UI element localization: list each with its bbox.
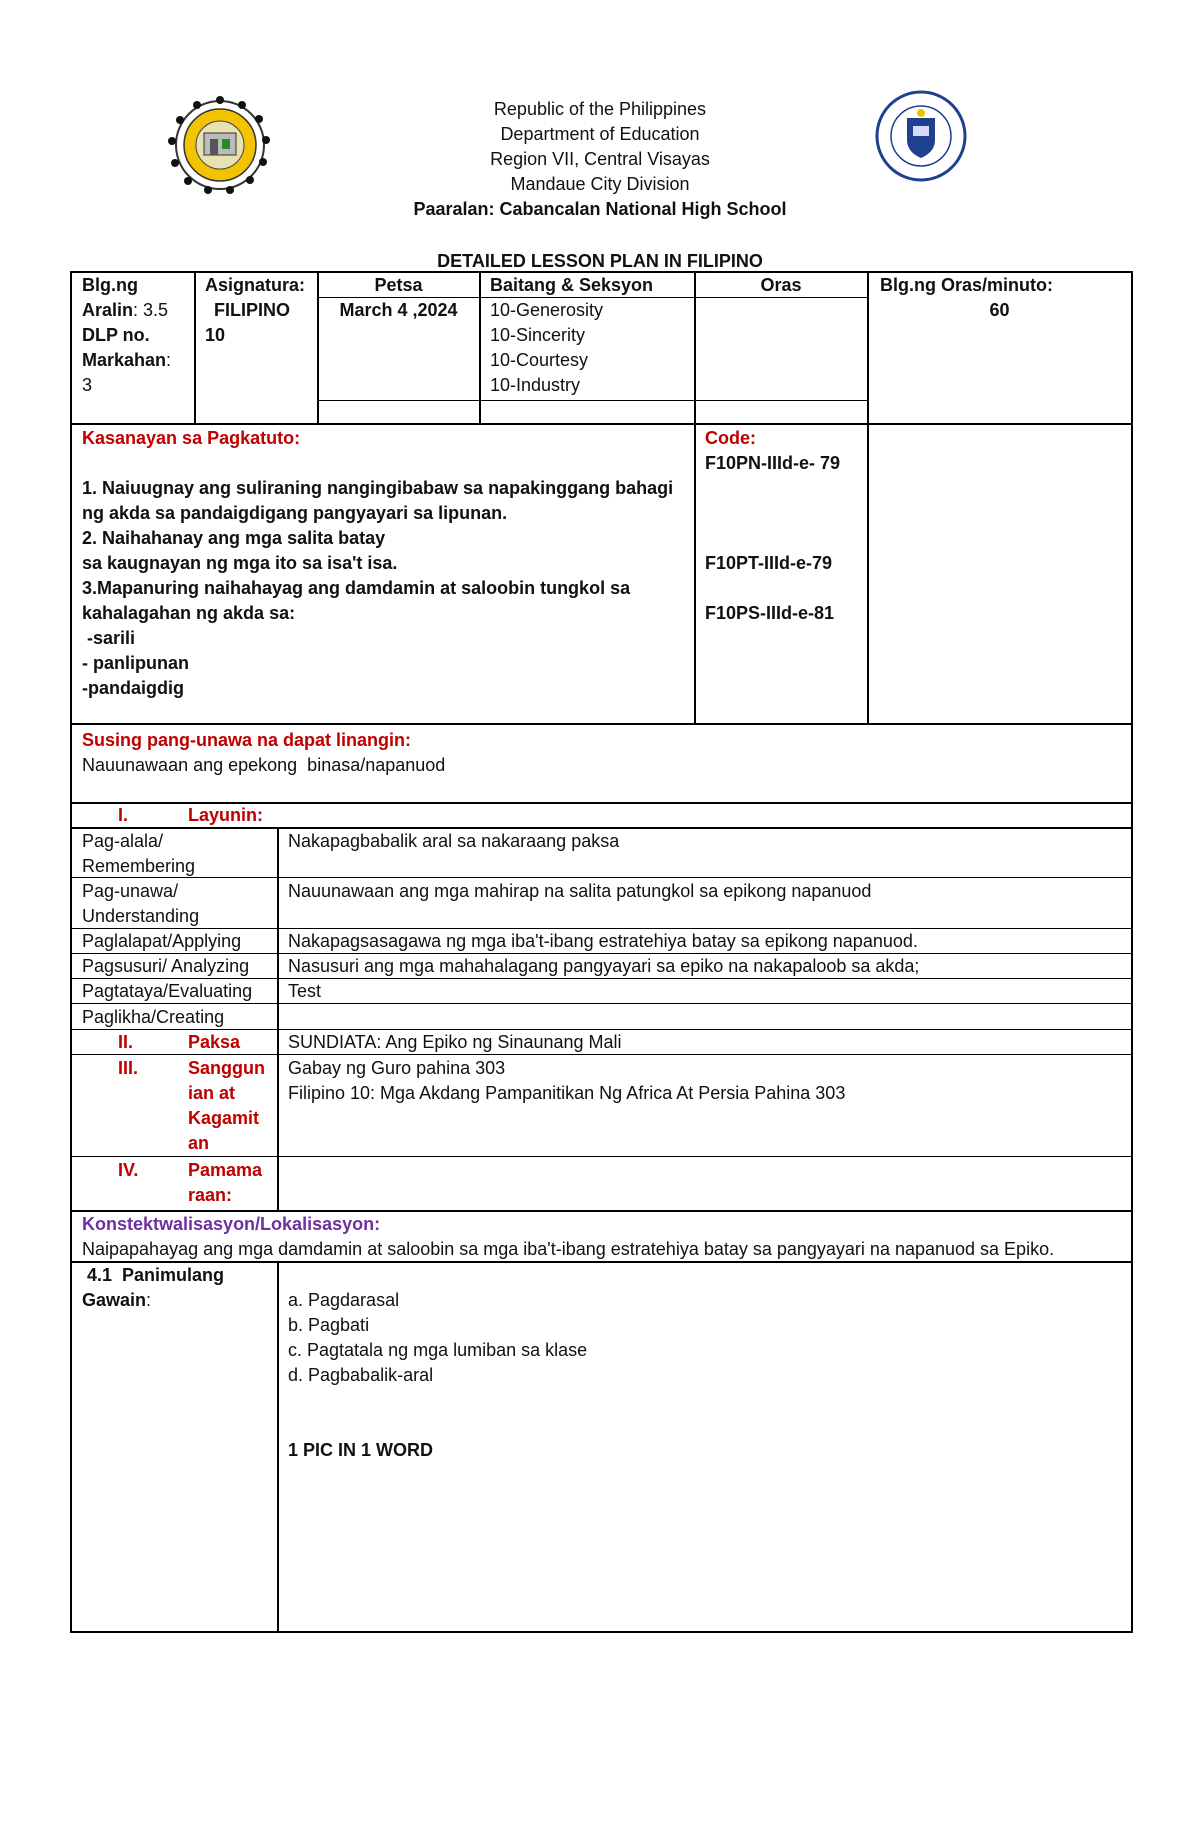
asignatura-grade: 10 — [205, 325, 226, 345]
layunin-num: I. — [118, 805, 129, 825]
kasanayan-line: 2. Naihahanay ang mga salita batay — [82, 528, 386, 548]
oras-label: Oras — [760, 275, 802, 295]
header-republic: Republic of the Philippines — [493, 99, 707, 119]
deped-seal — [873, 88, 969, 184]
objective-label: Remembering — [82, 856, 196, 876]
code-label: Code: — [705, 428, 756, 448]
objective-label: Understanding — [82, 906, 200, 926]
kasanayan-line: -pandaigdig — [82, 678, 184, 698]
susing-label: Susing pang-unawa na dapat linangin: — [82, 730, 412, 750]
baitang-label: Baitang & Seksyon — [490, 275, 654, 295]
petsa-value: March 4 ,2024 — [339, 300, 458, 320]
panimulang-label: 4.1 Panimulang — [82, 1265, 225, 1285]
header-school: Paaralan: Cabancalan National High School — [413, 199, 787, 219]
objective-value: Test — [288, 981, 322, 1001]
section-item: 10-Sincerity — [490, 325, 586, 345]
code-value: F10PN-IIId-e- 79 — [705, 453, 841, 473]
pamamaraan-label: Pamama — [188, 1160, 263, 1180]
sanggunian-label: Kagamit — [188, 1108, 260, 1128]
objective-label: Pagsusuri/ Analyzing — [82, 956, 250, 976]
konteks-text: Naipapahayag ang mga damdamin at saloobin sa mga iba't-ibang estratehiya batay sa pangyayari na napanuod sa Epiko. — [82, 1239, 1055, 1259]
sanggunian-label: Sanggun — [188, 1058, 265, 1078]
header-division: Mandaue City Division — [510, 174, 690, 194]
objective-label: Pag-unawa/ — [82, 881, 179, 901]
objective-label: Paglalapat/Applying — [82, 931, 242, 951]
sanggunian-value: Gabay ng Guro pahina 303 — [288, 1058, 506, 1078]
header-department: Department of Education — [500, 124, 700, 144]
blg-oras-label: Blg.ng Oras/minuto: — [880, 275, 1053, 295]
blg-oras-value: 60 — [989, 300, 1010, 320]
kasanayan-line: 3.Mapanuring naihahayag ang damdamin at saloobin tungkol sa — [82, 578, 631, 598]
paksa-value: SUNDIATA: Ang Epiko ng Sinaunang Mali — [288, 1032, 622, 1052]
page-title: DETAILED LESSON PLAN IN FILIPINO — [437, 251, 763, 271]
konteks-label: Konstektwalisasyon/Lokalisasyon: — [82, 1214, 381, 1234]
code-value: F10PS-IIId-e-81 — [705, 603, 835, 623]
gawain-item: b. Pagbati — [288, 1315, 370, 1335]
kasanayan-line: ng akda sa pandaigdigang pangyayari sa lipunan. — [82, 503, 508, 523]
objective-label: Pagtataya/Evaluating — [82, 981, 253, 1001]
gawain-item: c. Pagtatala ng mga lumiban sa klase — [288, 1340, 588, 1360]
kasanayan-line: -sarili — [82, 628, 136, 648]
code-value: F10PT-IIId-e-79 — [705, 553, 833, 573]
division-logo — [160, 95, 280, 195]
paksa-num: II. — [118, 1032, 134, 1052]
petsa-label: Petsa — [374, 275, 423, 295]
asignatura-label: Asignatura: — [205, 275, 306, 295]
gawain-item: a. Pagdarasal — [288, 1290, 400, 1310]
pamamaraan-num: IV. — [118, 1160, 139, 1180]
section-item: 10-Courtesy — [490, 350, 589, 370]
objective-label: Paglikha/Creating — [82, 1007, 225, 1027]
aralin-row: Aralin: 3.5 — [82, 300, 169, 320]
objective-value: Nauunawaan ang mga mahirap na salita patungkol sa epikong napanuod — [288, 881, 872, 901]
asignatura-value: FILIPINO — [214, 300, 290, 320]
objective-value: Nasusuri ang mga mahahalagang pangyayari sa epiko na nakapaloob sa akda; — [288, 956, 920, 976]
kasanayan-line: 1. Naiuugnay ang suliraning nangingibabaw sa napakinggang bahagi — [82, 478, 674, 498]
section-item: 10-Generosity — [490, 300, 604, 320]
markahan-value: 3 — [82, 375, 93, 395]
section-item: 10-Industry — [490, 375, 581, 395]
activity-title: 1 PIC IN 1 WORD — [288, 1440, 434, 1460]
sanggunian-value: Filipino 10: Mga Akdang Pampanitikan Ng Africa At Persia Pahina 303 — [288, 1083, 846, 1103]
header-region: Region VII, Central Visayas — [490, 149, 710, 169]
gawain-item: d. Pagbabalik-aral — [288, 1365, 434, 1385]
kasanayan-label: Kasanayan sa Pagkatuto: — [82, 428, 301, 448]
dlp-label: DLP no. — [82, 325, 150, 345]
gawain-label: Gawain: — [82, 1290, 152, 1310]
layunin-label: Layunin: — [188, 805, 263, 825]
markahan-label: Markahan: — [82, 350, 172, 370]
objective-value: Nakapagbabalik aral sa nakaraang paksa — [288, 831, 620, 851]
sanggunian-label: an — [188, 1133, 210, 1153]
blg-label: Blg.ng — [82, 275, 138, 295]
kasanayan-line: kahalagahan ng akda sa: — [82, 603, 296, 623]
sanggunian-label: ian at — [188, 1083, 236, 1103]
kasanayan-line: - panlipunan — [82, 653, 189, 673]
kasanayan-line: sa kaugnayan ng mga ito sa isa't isa. — [82, 553, 398, 573]
pamamaraan-label: raan: — [188, 1185, 233, 1205]
sanggunian-num: III. — [118, 1058, 139, 1078]
susing-text: Nauunawaan ang epekong binasa/napanuod — [82, 755, 446, 775]
objective-label: Pag-alala/ — [82, 831, 164, 851]
paksa-label: Paksa — [188, 1032, 241, 1052]
objective-value: Nakapagsasagawa ng mga iba't-ibang estratehiya batay sa epikong napanuod. — [288, 931, 918, 951]
